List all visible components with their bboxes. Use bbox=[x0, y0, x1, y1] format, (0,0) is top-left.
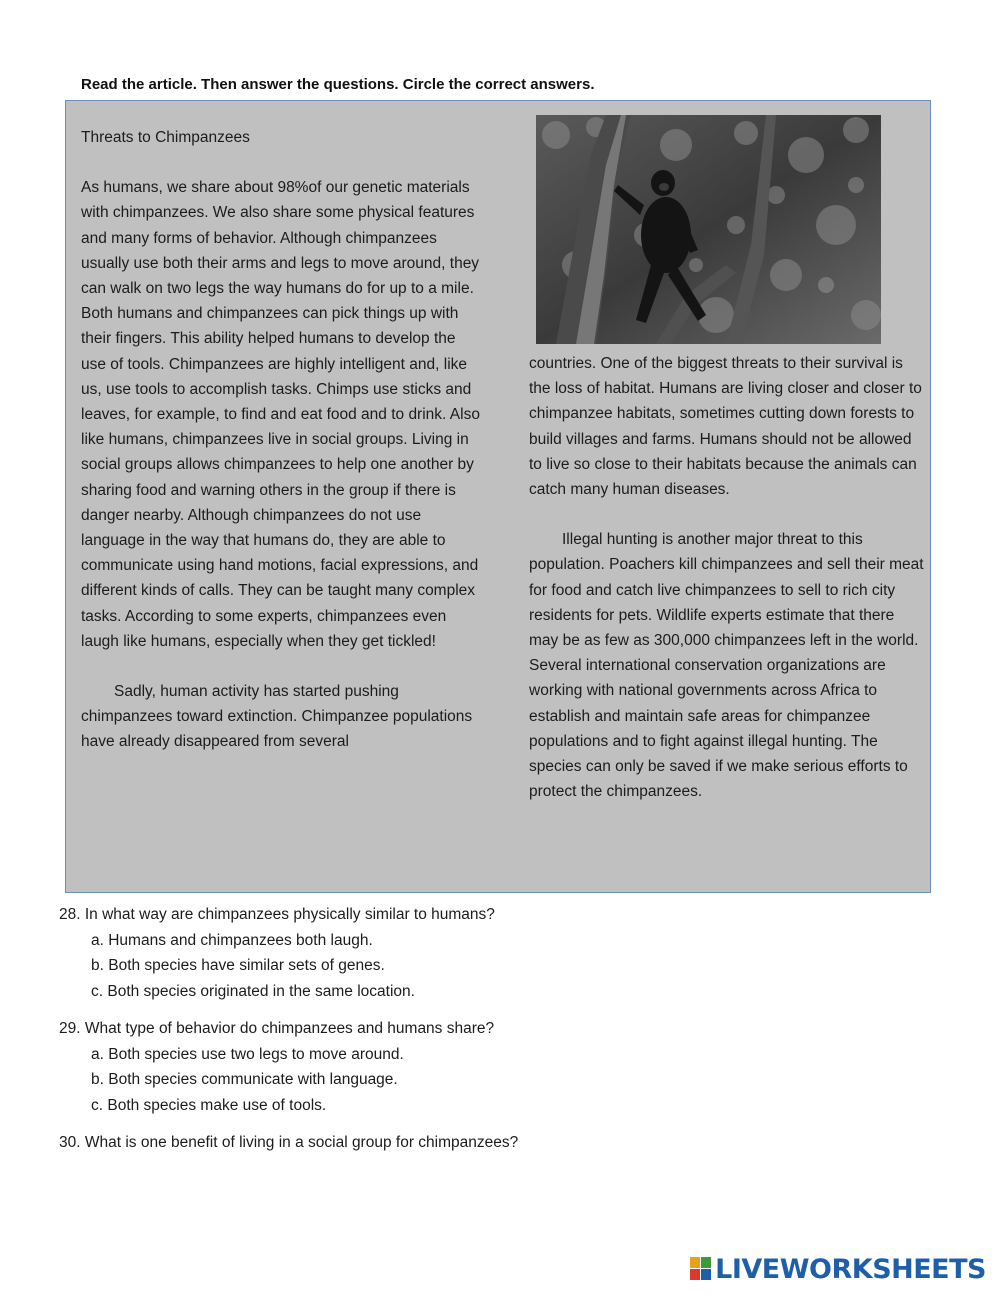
article-right-column bbox=[529, 351, 924, 804]
answer-option-b[interactable]: b. Both species have similar sets of genes. bbox=[91, 957, 385, 974]
logo-text: LIVEWORKSHEETS bbox=[715, 1253, 986, 1285]
answer-option-a[interactable]: a. Both species use two legs to move around. bbox=[91, 1045, 404, 1063]
logo-badge-icon bbox=[690, 1257, 712, 1281]
chimpanzee-image bbox=[536, 115, 881, 344]
article-title: Threats to Chimpanzees bbox=[81, 129, 250, 146]
question-30 bbox=[59, 1130, 518, 1156]
questions-section bbox=[59, 902, 518, 1168]
article-paragraph: Sadly, human activity has started pushing chimpanzees toward extinction. Chimpanzee populations have already disappeared from several bbox=[81, 683, 473, 751]
article-paragraph: As humans, we share about 98%of our genetic materials with chimpanzees. We also share some physical features and many forms of behavior. Although chimpanzees usually use both their arms and legs to move around, they can walk on two legs the way humans do for up to a mile. Both humans and chimpanzees can pick things up with their fingers. This ability helped humans to develop the use of tools. Chimpanzees are highly intelligent and, like us, use tools to accomplish tasks. Chimps use sticks and leaves, for example, to find and eat food and to drink. Also like humans, chimpanzees live in social groups. Living in social groups allows chimpanzees to help one another by sharing food and warning others in the group if there is danger nearby. Although chimpanzees do not use language in the way that humans do, they are able to communicate using hand motions, facial expressions, and different kinds of calls. They can be taught many complex tasks. According to some experts, chimpanzees even laugh like humans, especially when they get tickled! bbox=[81, 179, 480, 650]
article-box bbox=[65, 100, 931, 893]
question-text: 28. In what way are chimpanzees physically similar to humans? bbox=[59, 906, 495, 923]
question-text: 29. What type of behavior do chimpanzees and humans share? bbox=[59, 1020, 495, 1037]
liveworksheets-logo bbox=[690, 1253, 986, 1285]
answer-option-b[interactable]: b. Both species communicate with language. bbox=[91, 1071, 398, 1088]
question-28 bbox=[59, 902, 518, 1004]
question-29 bbox=[59, 1016, 518, 1118]
article-paragraph: Illegal hunting is another major threat to this population. Poachers kill chimpanzees and sell their meat for food and catch live chimpanzees to sell to rich city residents for pets. Wildlife experts estimate that there may be as few as 300,000 chimpanzees left in the world. Several international conservation organizations are working with national governments across Africa to establish and maintain safe areas for chimpanzee populations and to fight against illegal hunting. The species can only be saved if we make serious efforts to protect the chimpanzees. bbox=[529, 531, 924, 801]
question-text: 30. What is one benefit of living in a social group for chimpanzees? bbox=[59, 1134, 519, 1151]
instructions-heading: Read the article. Then answer the questions. Circle the correct answers. bbox=[81, 76, 595, 93]
answer-option-c[interactable]: c. Both species originated in the same location. bbox=[91, 982, 415, 1000]
chimpanzee-photo bbox=[536, 115, 881, 344]
answer-option-c[interactable]: c. Both species make use of tools. bbox=[91, 1096, 327, 1114]
article-left-column bbox=[81, 125, 481, 755]
article-paragraph: countries. One of the biggest threats to their survival is the loss of habitat. Humans are living closer and closer to chimpanzee habitats, sometimes cutting down forests to build villages and farms. Humans should not be allowed to live so close to their habitats because the animals can catch many human diseases. bbox=[529, 355, 922, 499]
answer-option-a[interactable]: a. Humans and chimpanzees both laugh. bbox=[91, 931, 373, 949]
